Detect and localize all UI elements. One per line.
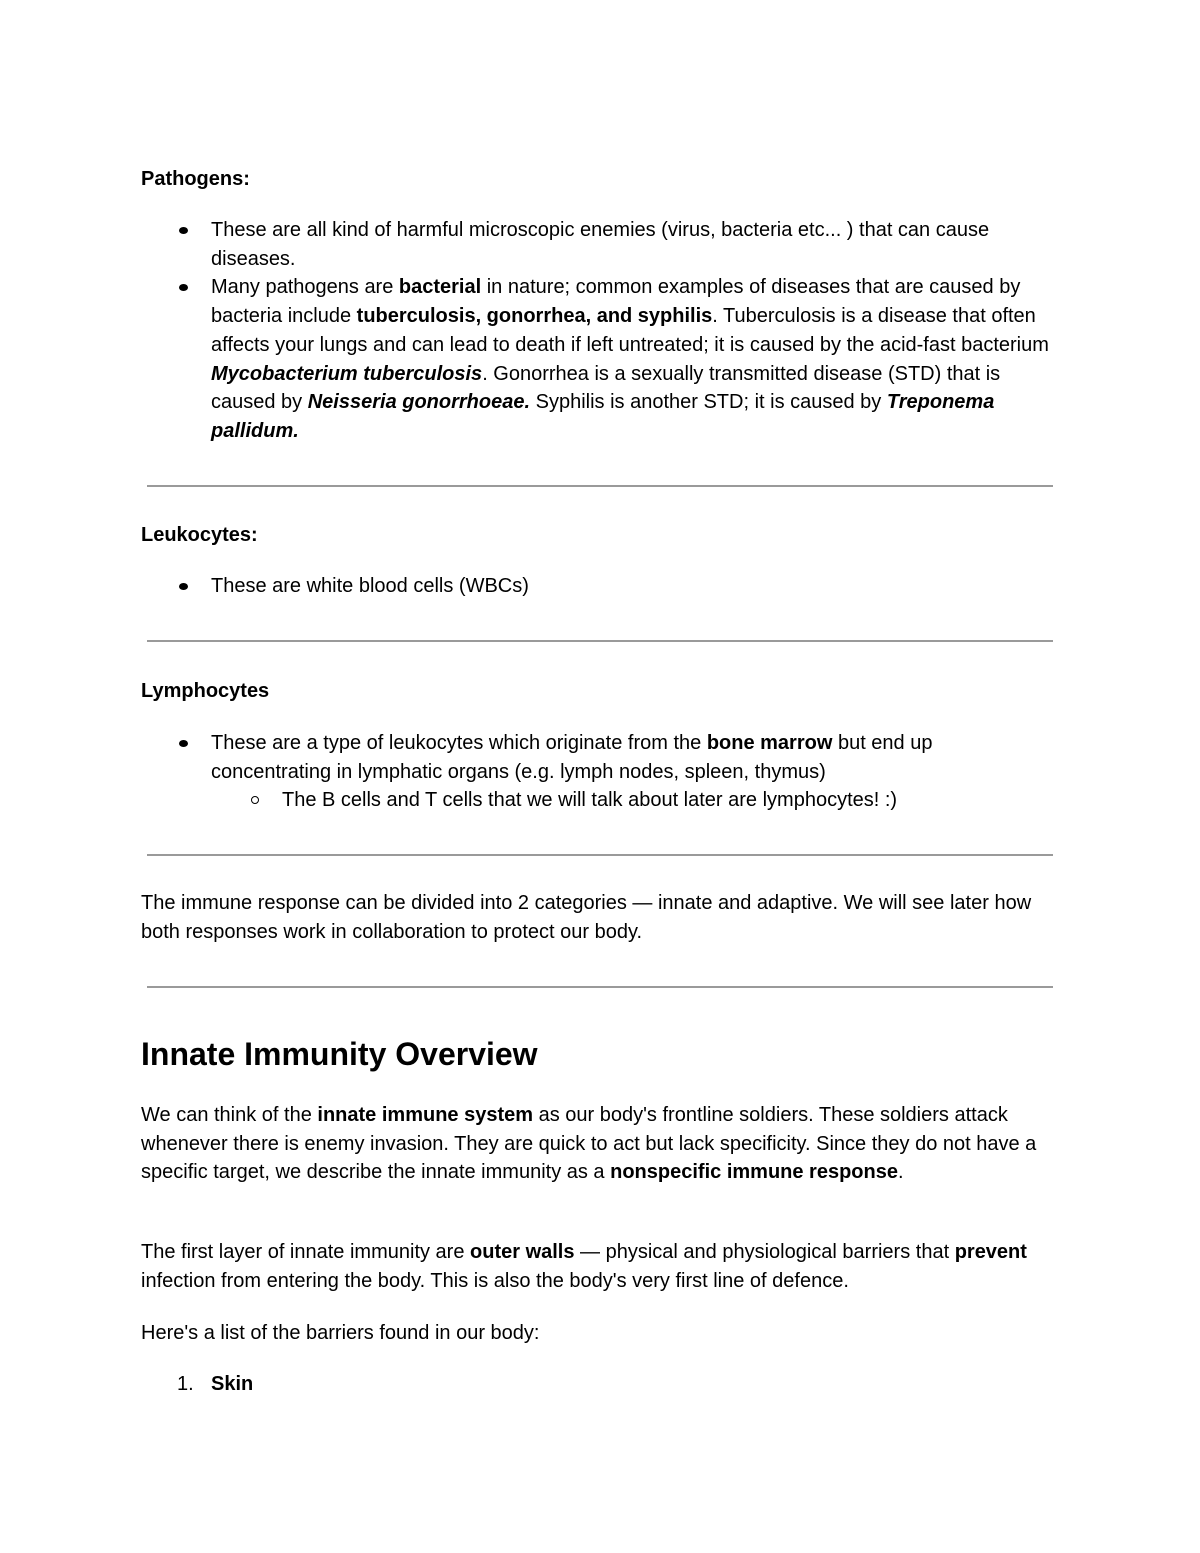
innate-paragraph-2 (141, 1238, 1057, 1295)
text-run: in nature; common examples of diseases that are caused by bacteria include (211, 276, 1021, 328)
bullet-icon (179, 740, 188, 747)
text-run: . Gonorrhea is a sexually transmitted disease (STD) that is caused by (211, 362, 1001, 414)
pathogens-label: Pathogens: (141, 168, 250, 190)
innate-paragraph-3: Here's a list of the barriers found in our body: (141, 1322, 540, 1344)
text-run: . (897, 1161, 904, 1184)
bold-term: tuberculosis, gonorrhea, and syphilis (356, 305, 713, 328)
pathogens-list (141, 216, 1057, 446)
hollow-bullet-icon (251, 796, 259, 804)
pathogens-item-1-text: These are all kind of harmful microscopic enemies (virus, bacteria etc... ) that can cause diseases. (211, 219, 990, 270)
leukocytes-list (141, 572, 1057, 601)
immune-response-paragraph: The immune response can be divided into 2 categories — innate and adaptive. We will see later how both responses work in collaboration to protect our body. (141, 892, 1032, 943)
bold-term: bacterial (398, 276, 482, 299)
section-heading: Innate Immunity Overview (141, 1036, 538, 1072)
text-run: — physical and physiological barriers that (574, 1241, 955, 1263)
text-run: We can think of the (141, 1104, 318, 1126)
bold-term: bone marrow (706, 732, 833, 754)
list-item (141, 273, 1057, 445)
innate-paragraph-1 (141, 1101, 1057, 1187)
text-run: Syphilis is another STD; it is caused by (530, 391, 887, 414)
text-run: but end up concentrating in lymphatic organs (e.g. lymph nodes, spleen, thymus) (211, 732, 933, 783)
bold-term: prevent (954, 1241, 1027, 1263)
horizontal-rule (147, 640, 1053, 642)
list-item (141, 216, 1057, 273)
text-run: infection from entering the body. This is also the body's very first line of defence. (141, 1269, 849, 1292)
leukocytes-item-1-text: These are white blood cells (WBCs) (211, 575, 529, 597)
species-name: Neisseria gonorrhoeae. (307, 391, 531, 414)
sub-list-item (141, 786, 1057, 815)
list-item (141, 572, 1057, 601)
species-name: Mycobacterium tuberculosis (211, 362, 483, 385)
text-run: Many pathogens are (211, 276, 399, 299)
list-number: 1. (177, 1373, 194, 1395)
bullet-icon (179, 284, 188, 291)
barrier-label: Skin (211, 1373, 254, 1395)
text-run: . Tuberculosis is a disease that often affects your lungs and can lead to death if left untreated; it is caused by the acid-fast bacterium (211, 305, 1049, 356)
text-run: as our body's frontline soldiers. These soldiers attack whenever there is enemy invasion. They are quick to act but lack specificity. Since they do not have a specific target, we describe the innate immunity as a (141, 1104, 1037, 1184)
text-run: These are a type of leukocytes which originate from the (211, 732, 707, 754)
horizontal-rule (147, 485, 1053, 487)
bullet-icon (179, 583, 188, 590)
horizontal-rule (147, 854, 1053, 856)
barriers-list (141, 1370, 1057, 1399)
text-run: The first layer of innate immunity are (141, 1241, 471, 1263)
lymphocytes-label: Lymphocytes (141, 680, 270, 702)
list-item (141, 1370, 1057, 1399)
leukocytes-label: Leukocytes: (141, 524, 258, 546)
bullet-icon (179, 227, 188, 234)
horizontal-rule (147, 986, 1053, 988)
bold-term: innate immune system (317, 1104, 534, 1126)
species-name: Treponema pallidum. (211, 391, 995, 442)
bold-term: outer walls (470, 1241, 575, 1263)
lymphocytes-sub-item-text: The B cells and T cells that we will talk about later are lymphocytes! :) (282, 789, 898, 812)
list-item (141, 729, 1057, 786)
lymphocytes-list (141, 729, 1057, 815)
bold-term: nonspecific immune response (610, 1161, 898, 1184)
